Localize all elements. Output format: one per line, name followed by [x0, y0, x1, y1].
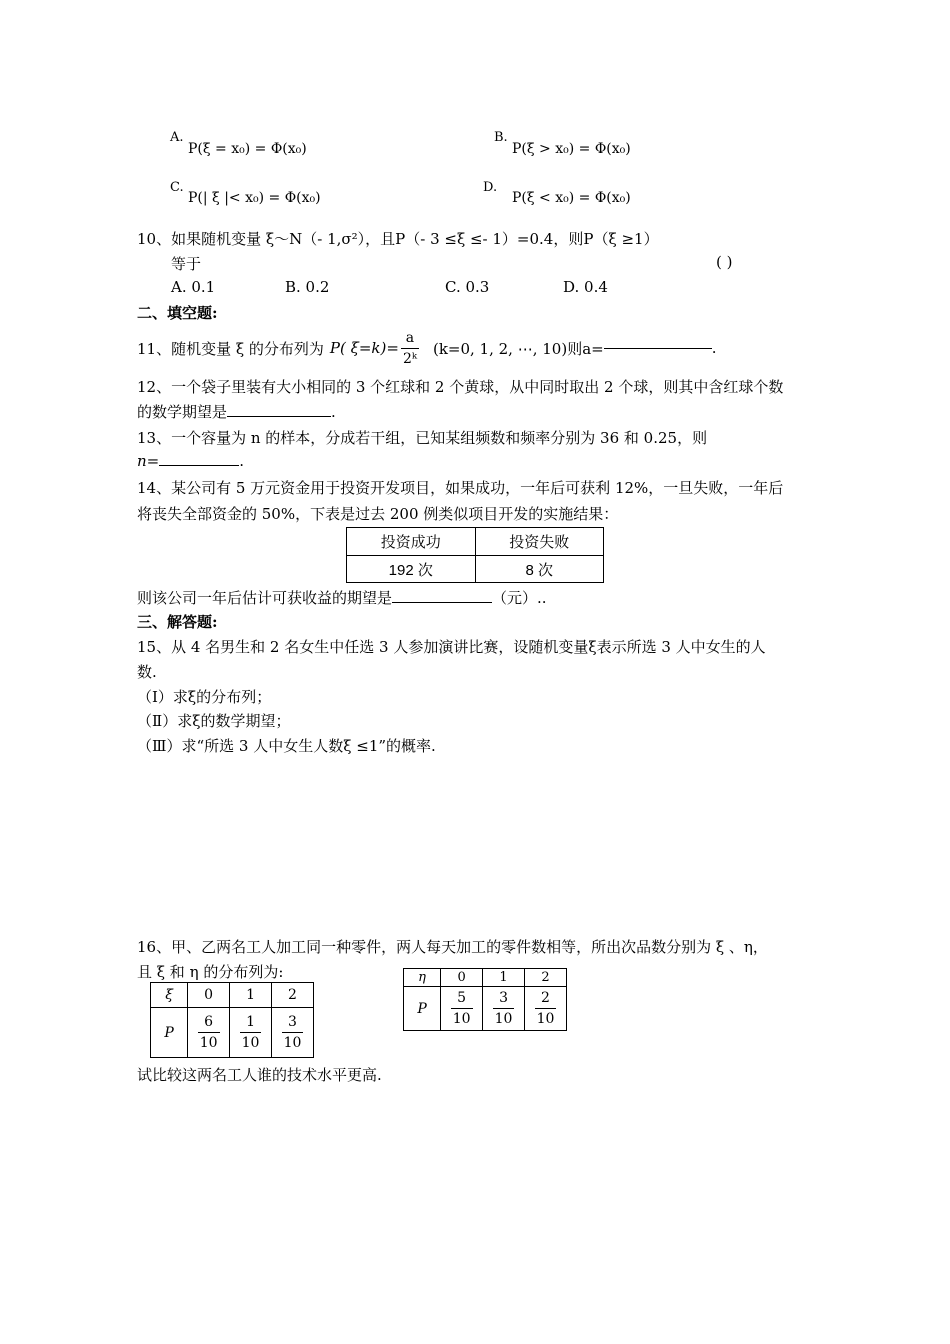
eta-prob-1 [483, 987, 525, 1031]
eta-value-1: 1 [483, 969, 525, 987]
xi-value-0: 0 [188, 983, 230, 1008]
q12-line2: 的数学期望是 [137, 403, 228, 421]
q16-conclusion: 试比较这两名工人谁的技术水平更高. [137, 1066, 382, 1084]
eta-prob-2 [525, 987, 567, 1031]
q10-answer-paren: ( ) [716, 253, 733, 271]
q13-line2: n= [137, 452, 160, 470]
option-c-letter: C. [170, 180, 184, 195]
xi-prob-0 [188, 1008, 230, 1058]
option-b-formula: P(ξ > x₀) = Φ(x₀) [512, 141, 631, 157]
q14-value-success: 192 次 [347, 556, 476, 583]
option-c-formula: P(| ξ |< x₀) = Φ(x₀) [188, 190, 321, 206]
q13-answer-blank[interactable] [159, 465, 239, 466]
q13-line2-wrap [137, 452, 244, 470]
q10-option-c: C. 0.3 [445, 278, 490, 296]
q11-frac-bar [401, 348, 419, 349]
option-a-letter: A. [170, 130, 184, 145]
q12-line2-wrap [137, 401, 336, 422]
q14-line3-wrap [137, 587, 547, 608]
option-d-letter: D. [483, 180, 498, 195]
eta-prob-1-den: 10 [494, 1011, 513, 1027]
section-3-heading: 三、解答题: [137, 613, 218, 631]
xi-prob-2-bar [282, 1032, 304, 1033]
option-b-letter: B. [494, 130, 508, 145]
q10-option-d: D. 0.4 [563, 278, 608, 296]
q11-text: 11、随机变量 ξ 的分布列为 [137, 339, 324, 358]
xi-p-label: P [151, 1008, 188, 1058]
q11-formula-left: P( ξ=k)= [329, 339, 399, 357]
q15-part-1: （Ⅰ）求ξ的分布列； [137, 688, 272, 706]
xi-prob-2 [272, 1008, 314, 1058]
eta-prob-0-bar [451, 1008, 473, 1009]
eta-prob-2-den: 10 [536, 1011, 555, 1027]
eta-prob-2-bar [535, 1008, 557, 1009]
eta-prob-0-den: 10 [452, 1011, 471, 1027]
q10-line1: 10、如果随机变量 ξ～N（- 1,σ²），且P（- 3 ≤ξ ≤- 1）=0.4，则P（ξ ≥1） [137, 230, 659, 248]
q15-line2: 数. [137, 663, 157, 681]
eta-prob-1-bar [493, 1008, 515, 1009]
xi-prob-0-bar [198, 1032, 220, 1033]
q10-option-a: A. 0.1 [171, 278, 216, 296]
xi-prob-2-num: 3 [288, 1014, 297, 1030]
xi-prob-1-bar [240, 1032, 262, 1033]
xi-distribution-table [150, 982, 314, 1058]
q10-line2: 等于 [171, 255, 202, 273]
q12-line1: 12、一个袋子里装有大小相同的 3 个红球和 2 个黄球，从中同时取出 2 个球，则其中含红球个数 [137, 378, 784, 396]
eta-var-header: η [404, 969, 441, 987]
q10-option-b: B. 0.2 [285, 278, 330, 296]
xi-value-1: 1 [230, 983, 272, 1008]
eta-distribution-table [403, 968, 567, 1031]
xi-value-2: 2 [272, 983, 314, 1008]
q14-line3: 则该公司一年后估计可获收益的期望是 [137, 589, 393, 607]
q12-end: . [331, 403, 336, 421]
eta-prob-1-num: 3 [499, 990, 508, 1006]
q11-fraction [399, 329, 421, 368]
q11-end: . [711, 339, 717, 357]
q12-answer-blank[interactable] [227, 416, 331, 417]
q13-line1: 13、一个容量为 n 的样本，分成若干组，已知某组频数和频率分别为 36 和 0.25，则 [137, 429, 708, 447]
xi-var-header: ξ [151, 983, 188, 1008]
q11-frac-num: a [405, 329, 415, 346]
q11-range: (k=0, 1, 2, ⋯, 10)则a= [432, 339, 604, 358]
xi-prob-2-den: 10 [283, 1035, 302, 1051]
xi-prob-0-num: 6 [204, 1014, 214, 1030]
q11-answer-blank[interactable] [604, 348, 712, 349]
option-a-formula: P(ξ = x₀) = Φ(x₀) [188, 141, 307, 157]
q14-header-success: 投资成功 [347, 528, 476, 556]
option-d-formula: P(ξ < x₀) = Φ(x₀) [512, 190, 631, 206]
eta-prob-0 [441, 987, 483, 1031]
q15-part-3: （Ⅲ）求“所选 3 人中女生人数ξ ≤1”的概率. [137, 737, 436, 755]
q15-part-2: （Ⅱ）求ξ的数学期望； [137, 712, 291, 730]
q14-header-failure: 投资失败 [475, 528, 603, 556]
q16-line1: 16、甲、乙两名工人加工同一种零件，两人每天加工的零件数相等，所出次品数分别为 ξ 、η， [137, 938, 768, 956]
q14-value-failure: 8 次 [475, 556, 603, 583]
q14-line1: 14、某公司有 5 万元资金用于投资开发项目，如果成功，一年后可获利 12%，一旦失败，一年后 [137, 479, 784, 497]
q14-result-table [346, 527, 604, 583]
xi-prob-0-den: 10 [199, 1035, 218, 1051]
eta-p-label: P [404, 987, 441, 1031]
eta-value-2: 2 [525, 969, 567, 987]
eta-prob-0-num: 5 [457, 990, 467, 1006]
q15-line1: 15、从 4 名男生和 2 名女生中任选 3 人参加演讲比赛，设随机变量ξ表示所选 3 人中女生的人 [137, 638, 766, 656]
q13-end: . [239, 452, 245, 470]
eta-prob-2-num: 2 [541, 990, 550, 1006]
section-2-heading: 二、填空题: [137, 304, 218, 322]
q14-line3-end: （元）.. [492, 589, 547, 607]
q14-line2: 将丧失全部资金的 50%，下表是过去 200 例类似项目开发的实施结果： [137, 505, 619, 523]
eta-value-0: 0 [441, 969, 483, 987]
xi-prob-1-num: 1 [246, 1014, 255, 1030]
q11 [137, 328, 717, 368]
xi-prob-1 [230, 1008, 272, 1058]
xi-prob-1-den: 10 [241, 1035, 260, 1051]
q11-frac-den: 2ᵏ [402, 350, 417, 367]
q14-answer-blank[interactable] [392, 602, 492, 603]
q16-line2: 且 ξ 和 η 的分布列为: [137, 963, 284, 981]
